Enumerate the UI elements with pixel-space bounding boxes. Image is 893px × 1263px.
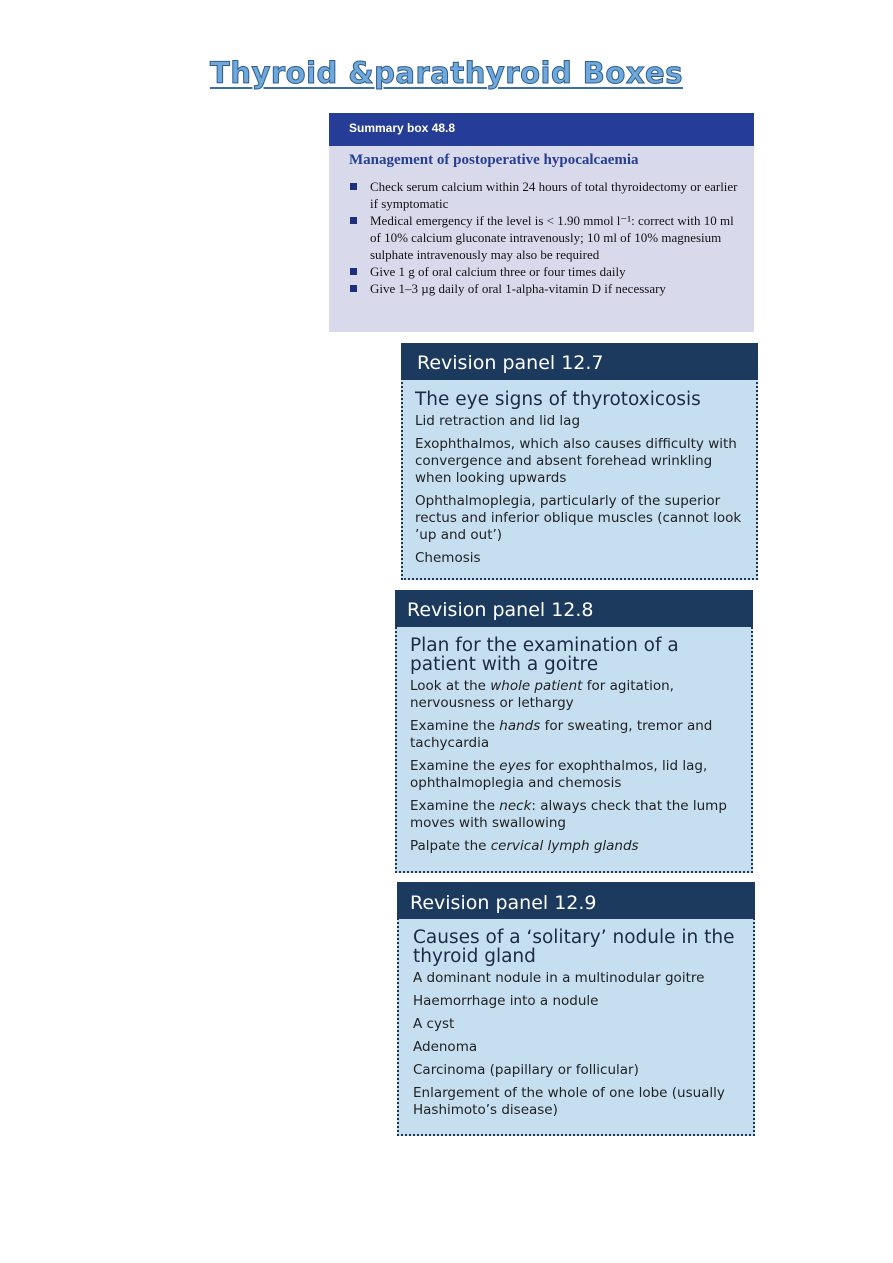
list-item: Examine the neck: always check that the lump moves with swallowing: [410, 798, 727, 831]
summary-box-title: Management of postoperative hypocalcaemia: [349, 152, 639, 168]
panel-list: [403, 413, 756, 567]
summary-box-label: Summary box 48.8: [329, 113, 754, 146]
summary-box: [329, 113, 754, 332]
panel-title: Causes of a ‘solitary’ nodule in the thyroid gland: [413, 927, 735, 967]
panel-list: [397, 678, 751, 855]
list-item: Examine the hands for sweating, tremor and tachycardia: [410, 718, 713, 751]
list-item: Give 1 g of oral calcium three or four times daily: [349, 263, 744, 280]
list-item: Enlargement of the whole of one lobe (usually Hashimoto’s disease): [413, 1085, 725, 1118]
list-item: Look at the whole patient for agitation, nervousness or lethargy: [410, 678, 674, 711]
page-title: Thyroid &parathyroid Boxes: [210, 56, 683, 90]
panel-label: Revision panel 12.8: [395, 590, 753, 627]
list-item: A cyst: [413, 1016, 455, 1032]
list-item: Haemorrhage into a nodule: [413, 993, 599, 1009]
square-bullet-icon: [350, 268, 357, 275]
list-item: Chemosis: [415, 550, 481, 566]
list-item: Ophthalmoplegia, particularly of the superior rectus and inferior oblique muscles (cannot look ’up and out’): [415, 493, 742, 543]
list-item: Medical emergency if the level is < 1.90 mmol l⁻¹: correct with 10 ml of 10% calcium gluconate intravenously; 10 ml of 10% magnesium sulphate intravenously may also be required: [349, 212, 744, 263]
list-item: Adenoma: [413, 1039, 478, 1055]
list-item: Lid retraction and lid lag: [415, 413, 581, 429]
revision-panel-12-7: [401, 343, 758, 580]
panel-title: The eye signs of thyrotoxicosis: [415, 389, 701, 410]
list-item: Check serum calcium within 24 hours of total thyroidectomy or earlier if symptomatic: [349, 178, 744, 212]
panel-list: [399, 970, 753, 1119]
panel-label: Revision panel 12.7: [401, 343, 758, 380]
list-item: Exophthalmos, which also causes difficulty with convergence and absent forehead wrinkling when looking upwards: [415, 436, 737, 486]
list-item: Examine the eyes for exophthalmos, lid lag, ophthalmoplegia and chemosis: [410, 758, 708, 791]
revision-panel-12-9: [397, 882, 755, 1136]
panel-label: Revision panel 12.9: [397, 882, 755, 919]
square-bullet-icon: [350, 285, 357, 292]
square-bullet-icon: [350, 183, 357, 190]
list-item: A dominant nodule in a multinodular goitre: [413, 970, 705, 986]
panel-title: Plan for the examination of a patient with a goitre: [410, 635, 679, 675]
square-bullet-icon: [350, 217, 357, 224]
summary-box-list: [329, 172, 754, 297]
list-item: Palpate the cervical lymph glands: [410, 838, 639, 854]
list-item: Give 1–3 µg daily of oral 1-alpha-vitamin D if necessary: [349, 280, 744, 297]
list-item: Carcinoma (papillary or follicular): [413, 1062, 639, 1078]
revision-panel-12-8: [395, 590, 753, 873]
